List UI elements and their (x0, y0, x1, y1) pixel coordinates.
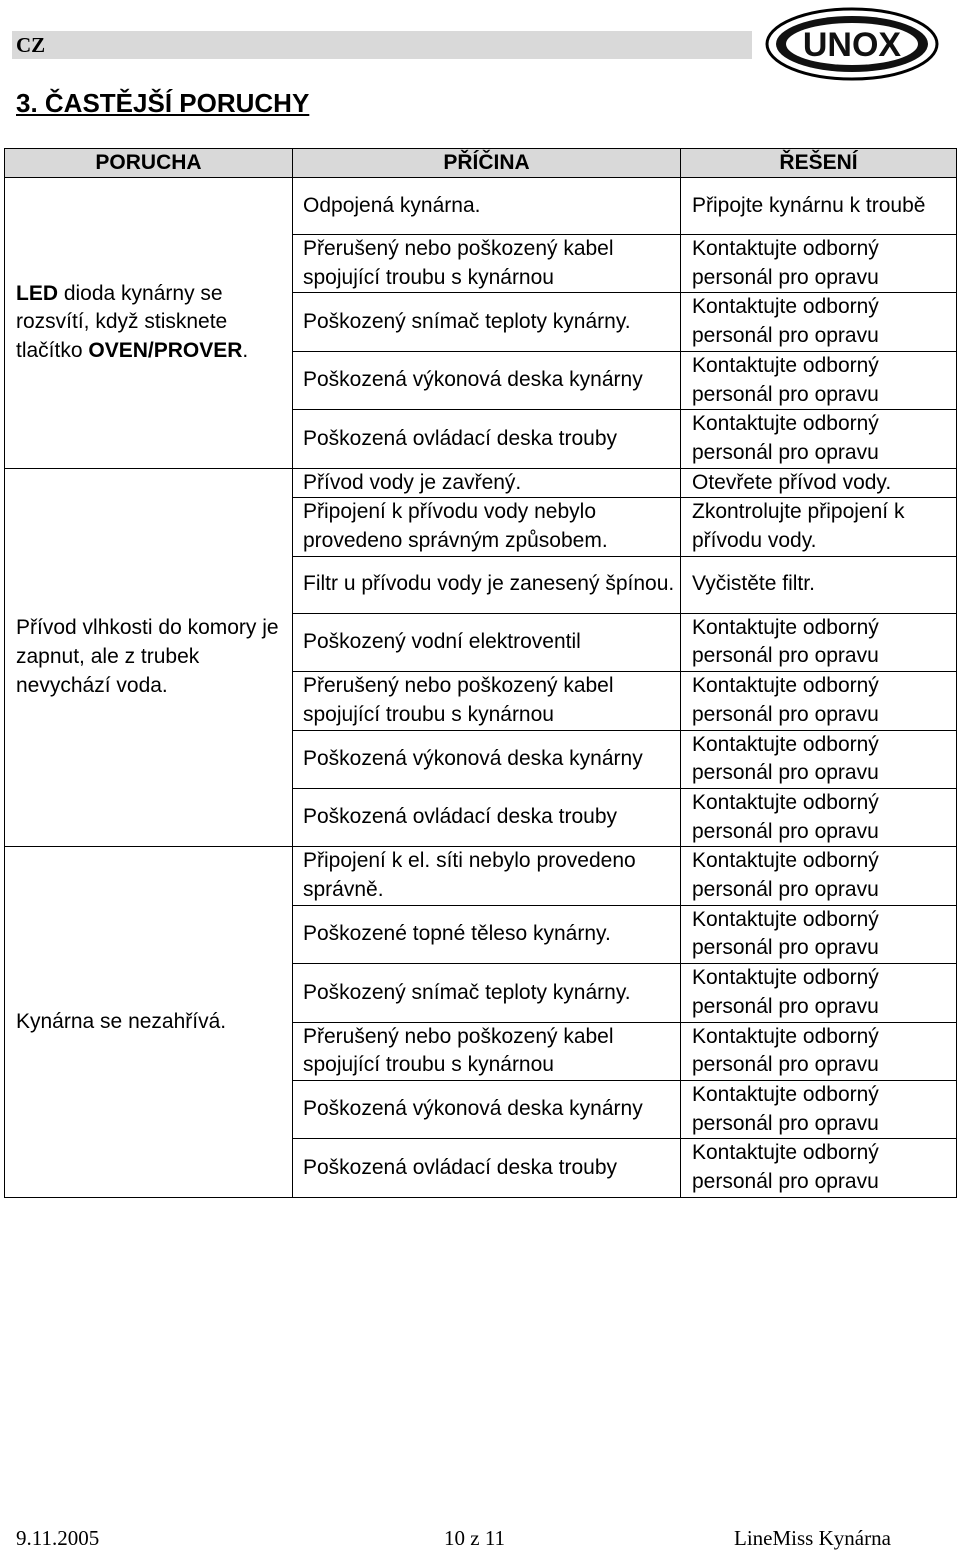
cause-cell (293, 293, 681, 351)
cause-text: Připojení k el. síti nebylo provedeno správně. (303, 849, 636, 902)
solution-text: Kontaktujte odborný personál pro opravu (692, 732, 879, 785)
solution-cell (681, 468, 957, 498)
cause-text: Poškozená výkonová deska kynárny (303, 368, 643, 392)
cause-text: Přerušený nebo poškozený kabel spojující troubu s kynárnou (303, 674, 614, 726)
cause-text: Přerušený nebo poškozený kabel spojující troubu s kynárnou (303, 237, 614, 289)
cause-cell (293, 498, 681, 556)
cause-text: Poškozená ovládací deska trouby (303, 805, 618, 829)
solution-text: Kontaktujte odborný personál pro opravu (692, 353, 879, 406)
footer-date: 9.11.2005 (16, 1526, 100, 1550)
fault-text: Kynárna se nezahřívá. (16, 1009, 227, 1033)
cause-cell (293, 468, 681, 498)
column-header-fault: PORUCHA (5, 149, 293, 178)
faults-table (4, 148, 957, 1198)
table-row (5, 178, 957, 235)
solution-text: Kontaktujte odborný personál pro opravu (692, 849, 879, 902)
fault-text: LED dioda kynárny se rozsvítí, když stisknete tlačítko OVEN/PROVER. (16, 281, 249, 363)
header-bar (12, 31, 752, 59)
cause-cell (293, 235, 681, 293)
solution-text: Kontaktujte odborný personál pro opravu (692, 966, 879, 1018)
solution-text: Otevřete přívod vody. (692, 470, 892, 494)
cause-cell (293, 1080, 681, 1138)
fault-cell (5, 178, 293, 469)
cause-text: Poškozené topné těleso kynárny. (303, 922, 611, 946)
column-header-cause: PŘÍČINA (293, 149, 681, 178)
solution-text: Kontaktujte odborný personál pro opravu (692, 1141, 879, 1194)
page-footer (0, 1526, 960, 1556)
fault-cell (5, 468, 293, 847)
cause-text: Odpojená kynárna. (303, 193, 481, 217)
solution-cell (681, 1139, 957, 1197)
cause-text: Přívod vody je zavřený. (303, 470, 522, 494)
solution-cell (681, 672, 957, 730)
cause-cell (293, 730, 681, 788)
solution-text: Zkontrolujte připojení k přívodu vody. (692, 500, 905, 553)
language-code: CZ (16, 33, 46, 57)
solution-cell (681, 178, 957, 235)
table-header-row (5, 149, 957, 178)
solution-cell (681, 293, 957, 351)
solution-cell (681, 556, 957, 613)
cause-cell (293, 964, 681, 1022)
cause-cell (293, 905, 681, 963)
cause-cell (293, 1139, 681, 1197)
cause-text: Připojení k přívodu vody nebylo provedeno správným způsobem. (303, 500, 608, 553)
section-title: 3. ČASTĚJŠÍ PORUCHY (16, 88, 310, 118)
solution-cell (681, 351, 957, 409)
cause-text: Poškozený vodní elektroventil (303, 630, 581, 654)
solution-cell (681, 1080, 957, 1138)
cause-cell (293, 410, 681, 468)
cause-cell (293, 178, 681, 235)
solution-text: Kontaktujte odborný personál pro opravu (692, 790, 879, 843)
solution-cell (681, 1022, 957, 1080)
cause-text: Poškozená ovládací deska trouby (303, 1155, 618, 1179)
solution-text: Kontaktujte odborný personál pro opravu (692, 615, 879, 668)
solution-text: Připojte kynárnu k troubě (692, 193, 926, 217)
table-body (5, 178, 957, 1198)
solution-cell (681, 235, 957, 293)
solution-cell (681, 410, 957, 468)
solution-text: Kontaktujte odborný personál pro opravu (692, 237, 879, 289)
fault-text: Přívod vlhkosti do komory je zapnut, ale z trubek nevychází voda. (16, 616, 279, 697)
logo-text: UNOX (802, 26, 902, 64)
solution-cell (681, 498, 957, 556)
cause-cell (293, 1022, 681, 1080)
solution-cell (681, 788, 957, 846)
fault-cell (5, 847, 293, 1197)
solution-text: Kontaktujte odborný personál pro opravu (692, 674, 879, 726)
cause-cell (293, 672, 681, 730)
solution-text: Kontaktujte odborný personál pro opravu (692, 1024, 879, 1077)
cause-cell (293, 351, 681, 409)
solution-cell (681, 964, 957, 1022)
cause-text: Poškozená výkonová deska kynárny (303, 1097, 643, 1121)
cause-text: Přerušený nebo poškozený kabel spojující troubu s kynárnou (303, 1024, 614, 1077)
solution-text: Kontaktujte odborný personál pro opravu (692, 295, 879, 348)
cause-cell (293, 788, 681, 846)
solution-text: Kontaktujte odborný personál pro opravu (692, 412, 879, 464)
footer-page-number: 10 z 11 (444, 1526, 506, 1550)
footer-document-name: LineMiss Kynárna (734, 1526, 891, 1550)
cause-cell (293, 613, 681, 671)
table-row (5, 847, 957, 905)
solution-text: Kontaktujte odborný personál pro opravu (692, 907, 879, 960)
solution-cell (681, 905, 957, 963)
cause-text: Filtr u přívodu vody je zanesený špínou. (303, 572, 675, 596)
cause-cell (293, 556, 681, 613)
cause-text: Poškozená výkonová deska kynárny (303, 746, 643, 770)
solution-text: Vyčistěte filtr. (692, 572, 815, 596)
column-header-solution: ŘEŠENÍ (681, 149, 957, 178)
cause-text: Poškozený snímač teploty kynárny. (303, 309, 631, 333)
solution-cell (681, 730, 957, 788)
unox-logo (764, 6, 940, 82)
solution-cell (681, 847, 957, 905)
cause-text: Poškozený snímač teploty kynárny. (303, 980, 631, 1004)
cause-cell (293, 847, 681, 905)
table-row (5, 468, 957, 498)
solution-text: Kontaktujte odborný personál pro opravu (692, 1082, 879, 1135)
cause-text: Poškozená ovládací deska trouby (303, 426, 618, 450)
solution-cell (681, 613, 957, 671)
